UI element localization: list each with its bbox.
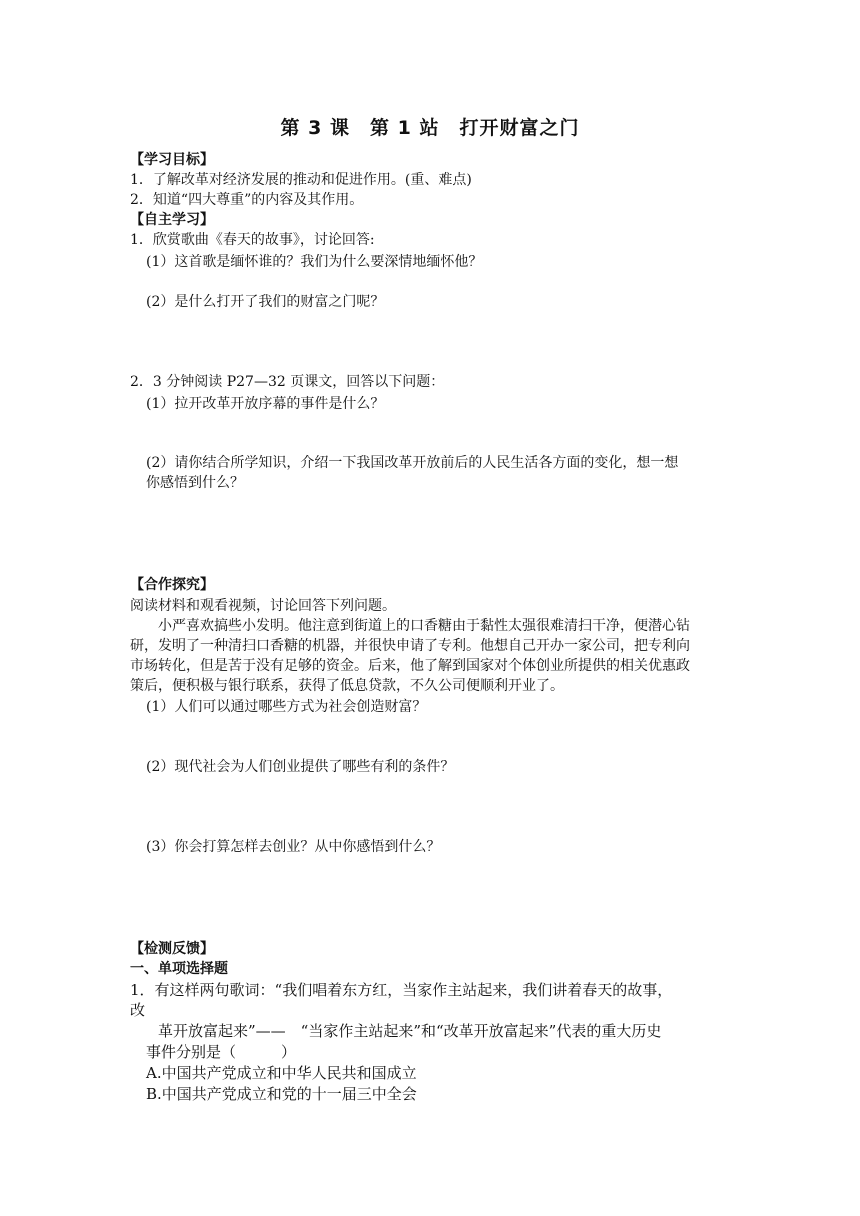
self-study-question-1-part-1: (1）这首歌是缅怀谁的？我们为什么要深情地缅怀他？	[146, 254, 483, 270]
learning-goals-heading: 【学习目标】	[130, 152, 214, 168]
material-line: 市场转化，但是苦于没有足够的资金。后来，他了解到国家对个体创业所提供的相关优惠政	[130, 658, 690, 674]
feedback-question-1-cont: 革开放富起来”—— “当家作主站起来”和“改革开放富起来”代表的重大历史	[158, 1022, 662, 1040]
self-study-question-2-part-1: (1）拉开改革开放序幕的事件是什么？	[146, 396, 385, 412]
goal-item-2: 2．知道“四大尊重”的内容及其作用。	[130, 192, 364, 208]
cooperative-question-1: (1）人们可以通过哪些方式为社会创造财富？	[146, 699, 427, 715]
material-line: 研，发明了一种清扫口香糖的机器，并很快申请了专利。他想自己开办一家公司，把专利向	[130, 638, 690, 654]
self-study-question-2: 2．3 分钟阅读 P27—32 页课文，回答以下问题：	[130, 374, 445, 390]
self-study-question-2-part-2-cont: 你感悟到什么？	[146, 475, 244, 491]
feedback-question-1-cont: 改	[130, 1001, 146, 1019]
feedback-heading: 【检测反馈】	[130, 941, 214, 957]
material-line: 策后，便积极与银行联系，获得了低息贷款，不久公司便顺利开业了。	[130, 678, 564, 694]
cooperative-question-3: (3）你会打算怎样去创业？从中你感悟到什么？	[146, 839, 441, 855]
cooperative-intro: 阅读材料和观看视频，讨论回答下列问题。	[130, 598, 396, 614]
cooperative-question-2: (2）现代社会为人们创业提供了哪些有利的条件？	[146, 759, 455, 775]
choice-option-a: A.中国共产党成立和中华人民共和国成立	[146, 1064, 417, 1082]
choice-option-b: B.中国共产党成立和党的十一届三中全会	[146, 1085, 417, 1103]
feedback-question-1-cont: 事件分别是（ ）	[146, 1043, 297, 1061]
self-study-question-1-part-2: (2）是什么打开了我们的财富之门呢？	[146, 294, 385, 310]
page-title: 第 3 课 第 1 站 打开财富之门	[280, 117, 580, 139]
self-study-heading: 【自主学习】	[130, 212, 214, 228]
cooperative-inquiry-heading: 【合作探究】	[130, 577, 214, 593]
multiple-choice-section-title: 一、单项选择题	[130, 961, 228, 977]
goal-item-1: 1．了解改革对经济发展的推动和促进作用。(重、难点)	[130, 172, 472, 188]
feedback-question-1: 1．有这样两句歌词：“我们唱着东方红，当家作主站起来，我们讲着春天的故事，	[130, 981, 673, 999]
self-study-question-1: 1．欣赏歌曲《春天的故事》，讨论回答:	[130, 232, 375, 248]
self-study-question-2-part-2: (2）请你结合所学知识，介绍一下我国改革开放前后的人民生活各方面的变化，想一想	[146, 455, 679, 471]
material-line: 小严喜欢搞些小发明。他注意到街道上的口香糖由于黏性太强很难清扫干净，便潜心钻	[158, 618, 690, 634]
